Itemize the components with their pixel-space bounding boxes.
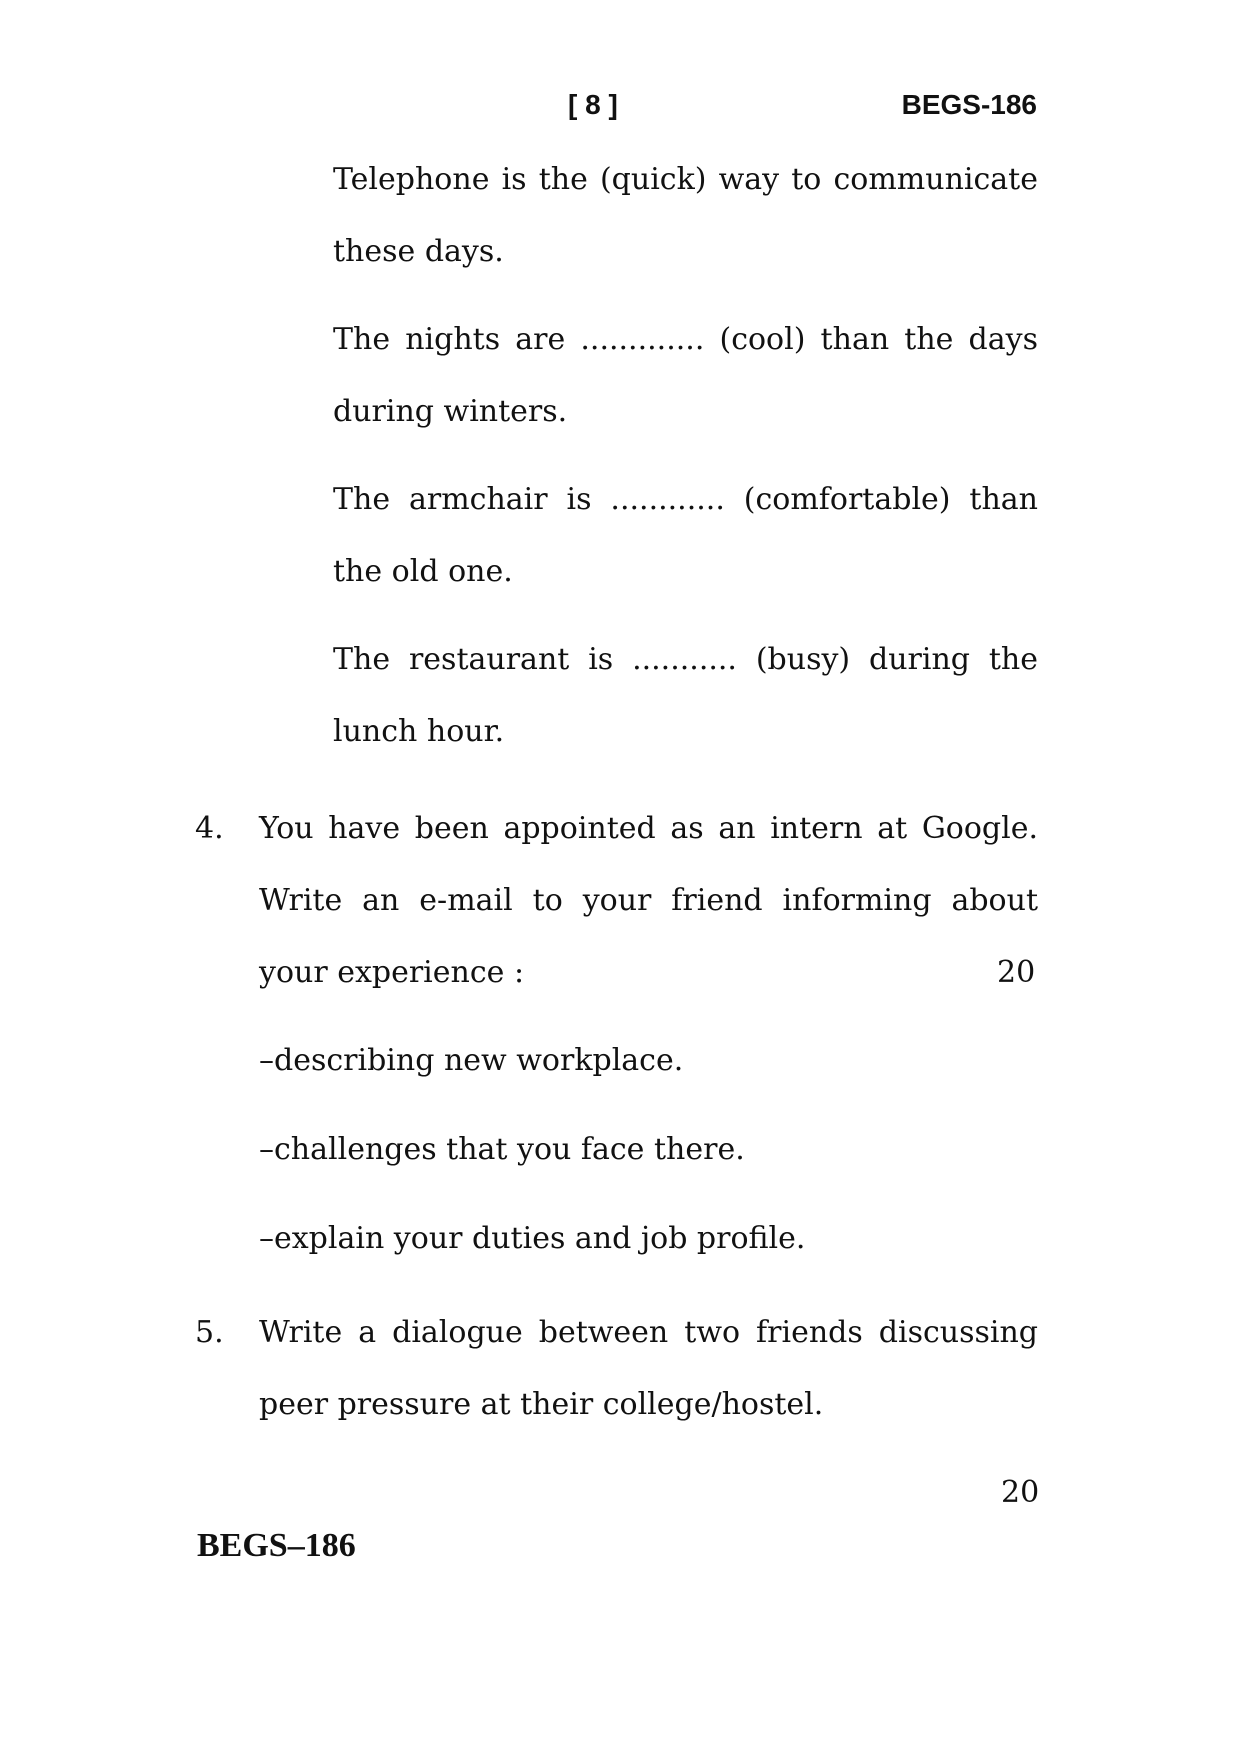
page-number: [ 8 ] <box>568 89 618 120</box>
q3-item-3: The armchair is ............ (comfortable) than the old one. <box>333 482 1038 589</box>
q3-item-2: The nights are ............. (cool) than the days during winters. <box>333 322 1038 429</box>
question-4-point-2: –challenges that you face there. <box>259 1132 745 1167</box>
question-4-number: 4. <box>195 811 224 846</box>
q3-item-1: Telephone is the (quick) way to communicate these days. <box>333 162 1038 269</box>
footer-course-code: BEGS–186 <box>197 1527 356 1564</box>
question-4-marks: 20 <box>997 955 1036 990</box>
question-4-text: You have been appointed as an intern at Google. Write an e-mail to your friend informing about your experience : <box>259 811 1038 990</box>
question-5-marks: 20 <box>1001 1475 1040 1510</box>
header-course-code: BEGS-186 <box>901 89 1037 120</box>
question-4-point-3: –explain your duties and job profile. <box>259 1221 806 1256</box>
q3-item-4: The restaurant is ........... (busy) during the lunch hour. <box>333 642 1038 749</box>
question-5-number: 5. <box>195 1315 224 1350</box>
question-5-text: Write a dialogue between two friends discussing peer pressure at their college/hostel. <box>259 1315 1038 1422</box>
question-4-point-1: –describing new workplace. <box>259 1043 684 1078</box>
